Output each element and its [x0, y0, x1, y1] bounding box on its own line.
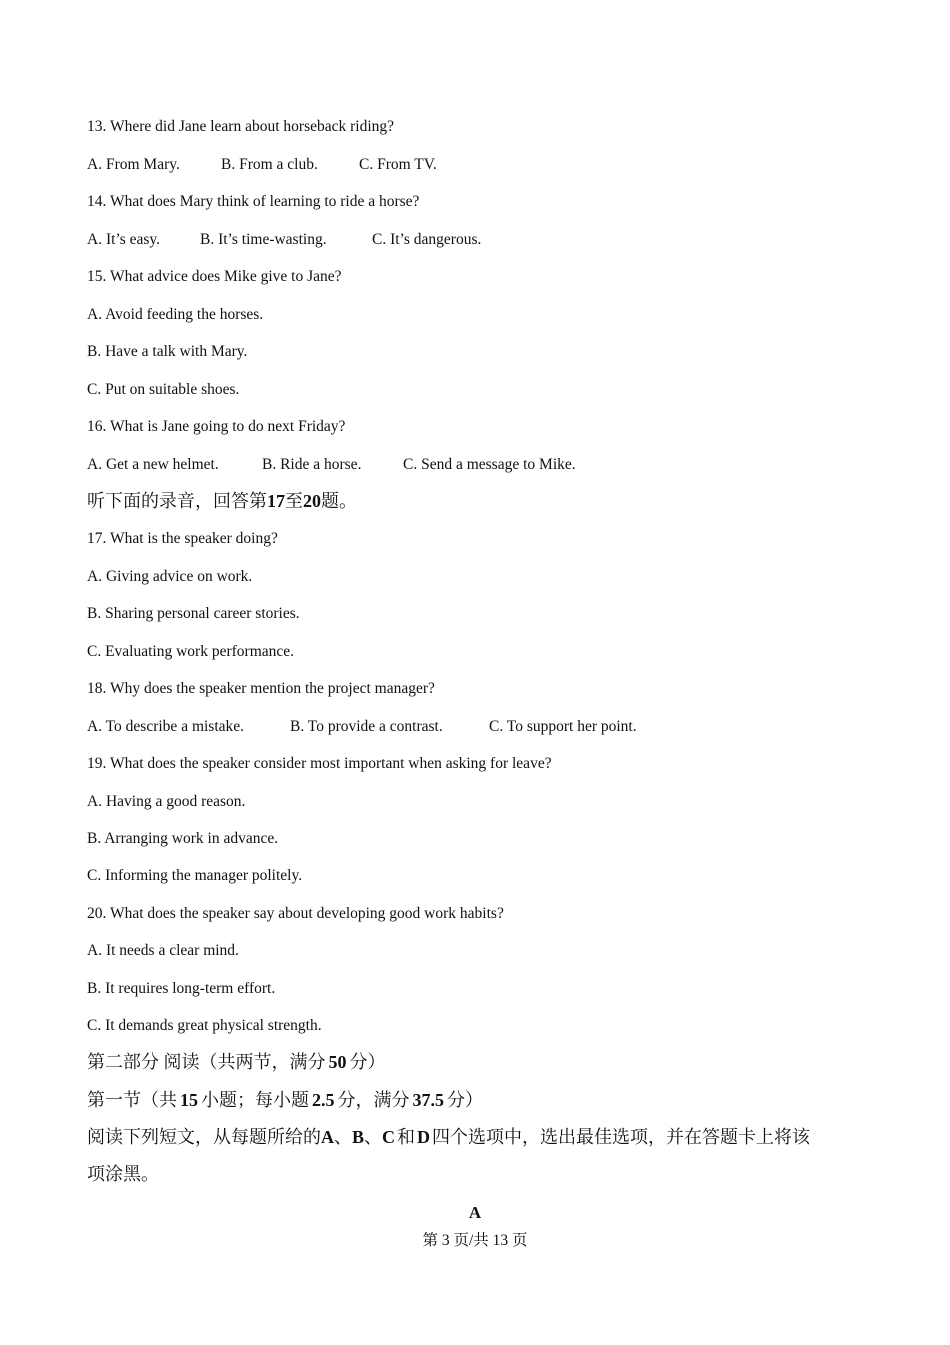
option-15b: B. Have a talk with Mary.	[87, 343, 248, 360]
question-18: 18. Why does the speaker mention the project manager?	[87, 680, 435, 697]
passage-label: A	[468, 1203, 482, 1222]
option-19a: A. Having a good reason.	[87, 793, 246, 810]
option-13c: C. From TV.	[359, 156, 437, 173]
option-16b: B. Ride a horse.	[262, 456, 362, 473]
listening-instruction-17-20: 听下面的录音，回答第17至20题。	[87, 491, 357, 511]
option-15a: A. Avoid feeding the horses.	[87, 306, 264, 323]
options-14	[87, 230, 481, 250]
reading-instruction-continued: 项涂黑。	[87, 1164, 159, 1184]
option-13b: B. From a club.	[221, 156, 318, 173]
option-20a: A. It needs a clear mind.	[87, 942, 239, 959]
option-17c: C. Evaluating work performance.	[87, 643, 295, 660]
option-20b: B. It requires long-term effort.	[87, 980, 276, 997]
question-19: 19. What does the speaker consider most important when asking for leave?	[87, 755, 552, 772]
option-13a: A. From Mary.	[87, 156, 180, 173]
question-17: 17. What is the speaker doing?	[87, 530, 278, 547]
option-17a: A. Giving advice on work.	[87, 568, 253, 585]
reading-instruction: 阅读下列短文，从每题所给的A、B、C 和 D 四个选项中，选出最佳选项，并在答题卡上将该	[87, 1127, 811, 1147]
options-16	[87, 455, 576, 475]
section-one-heading: 第一节（共 15 小题；每小题 2.5 分，满分 37.5 分）	[87, 1090, 483, 1110]
option-20c: C. It demands great physical strength.	[87, 1017, 322, 1034]
option-14c: C. It’s dangerous.	[372, 231, 482, 248]
question-20: 20. What does the speaker say about developing good work habits?	[87, 905, 504, 922]
options-13	[87, 155, 437, 175]
option-16a: A. Get a new helmet.	[87, 456, 219, 473]
option-18a: A. To describe a mistake.	[87, 718, 245, 735]
option-19b: B. Arranging work in advance.	[87, 830, 279, 847]
part-two-heading: 第二部分 阅读（共两节，满分 50 分）	[87, 1052, 386, 1072]
question-15: 15. What advice does Mike give to Jane?	[87, 268, 342, 285]
option-19c: C. Informing the manager politely.	[87, 867, 303, 884]
page-footer: 第 3 页/共 13 页	[422, 1232, 528, 1249]
option-14a: A. It’s easy.	[87, 231, 161, 248]
options-18	[87, 717, 637, 737]
option-14b: B. It’s time-wasting.	[200, 231, 327, 248]
option-17b: B. Sharing personal career stories.	[87, 605, 300, 622]
option-18c: C. To support her point.	[489, 718, 637, 735]
question-16: 16. What is Jane going to do next Friday?	[87, 418, 346, 435]
question-14: 14. What does Mary think of learning to ride a horse?	[87, 193, 420, 210]
option-16c: C. Send a message to Mike.	[403, 456, 576, 473]
option-15c: C. Put on suitable shoes.	[87, 381, 240, 398]
question-13: 13. Where did Jane learn about horseback riding?	[87, 118, 395, 135]
option-18b: B. To provide a contrast.	[290, 718, 443, 735]
